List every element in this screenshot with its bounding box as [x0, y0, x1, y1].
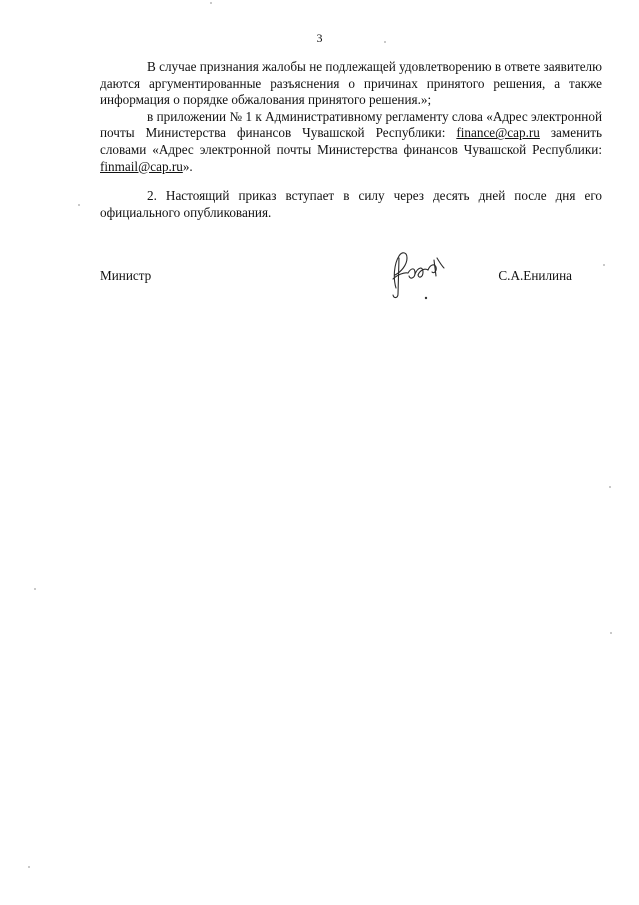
paragraph-email-text-before: в приложении № 1 к Административному регламенту слова «Адрес электронной почты Министерства финансов Чувашской Республики: — [100, 108, 602, 141]
paragraph-effective-date: 2. Настоящий приказ вступает в силу через десять дней после дня его официального опубликования. — [100, 188, 602, 220]
signer-position: Министр — [100, 268, 152, 283]
paragraph-email-replacement — [100, 109, 602, 175]
signer-name: С.А.Енилина — [498, 268, 572, 283]
scan-speck — [610, 632, 612, 634]
amendment-text — [100, 59, 602, 175]
scan-speck — [28, 866, 30, 868]
effective-date-section — [100, 188, 602, 221]
paragraph-email-text-after: ». — [182, 158, 193, 174]
page-number: 3 — [316, 31, 323, 45]
scan-speck — [603, 264, 605, 266]
handwritten-signature — [382, 248, 452, 304]
scan-speck — [78, 204, 80, 206]
new-email-link[interactable]: finmail@cap.ru — [100, 158, 183, 174]
scan-speck — [34, 588, 36, 590]
scan-speck — [384, 41, 386, 43]
scan-speck — [609, 486, 611, 488]
paragraph-complaint-rejection: В случае признания жалобы не подлежащей удовлетворению в ответе заявителю даются аргументированные разъяснения о причинах принятого решения, а также информация о порядке обжалования принятого решения.»; — [100, 59, 602, 108]
scan-speck — [210, 2, 212, 4]
paragraph-email-text-middle: заменить словами «Адрес электронной почты Министерства финансов Чувашской Республики: — [100, 125, 602, 157]
old-email-link[interactable]: finance@cap.ru — [456, 125, 540, 141]
